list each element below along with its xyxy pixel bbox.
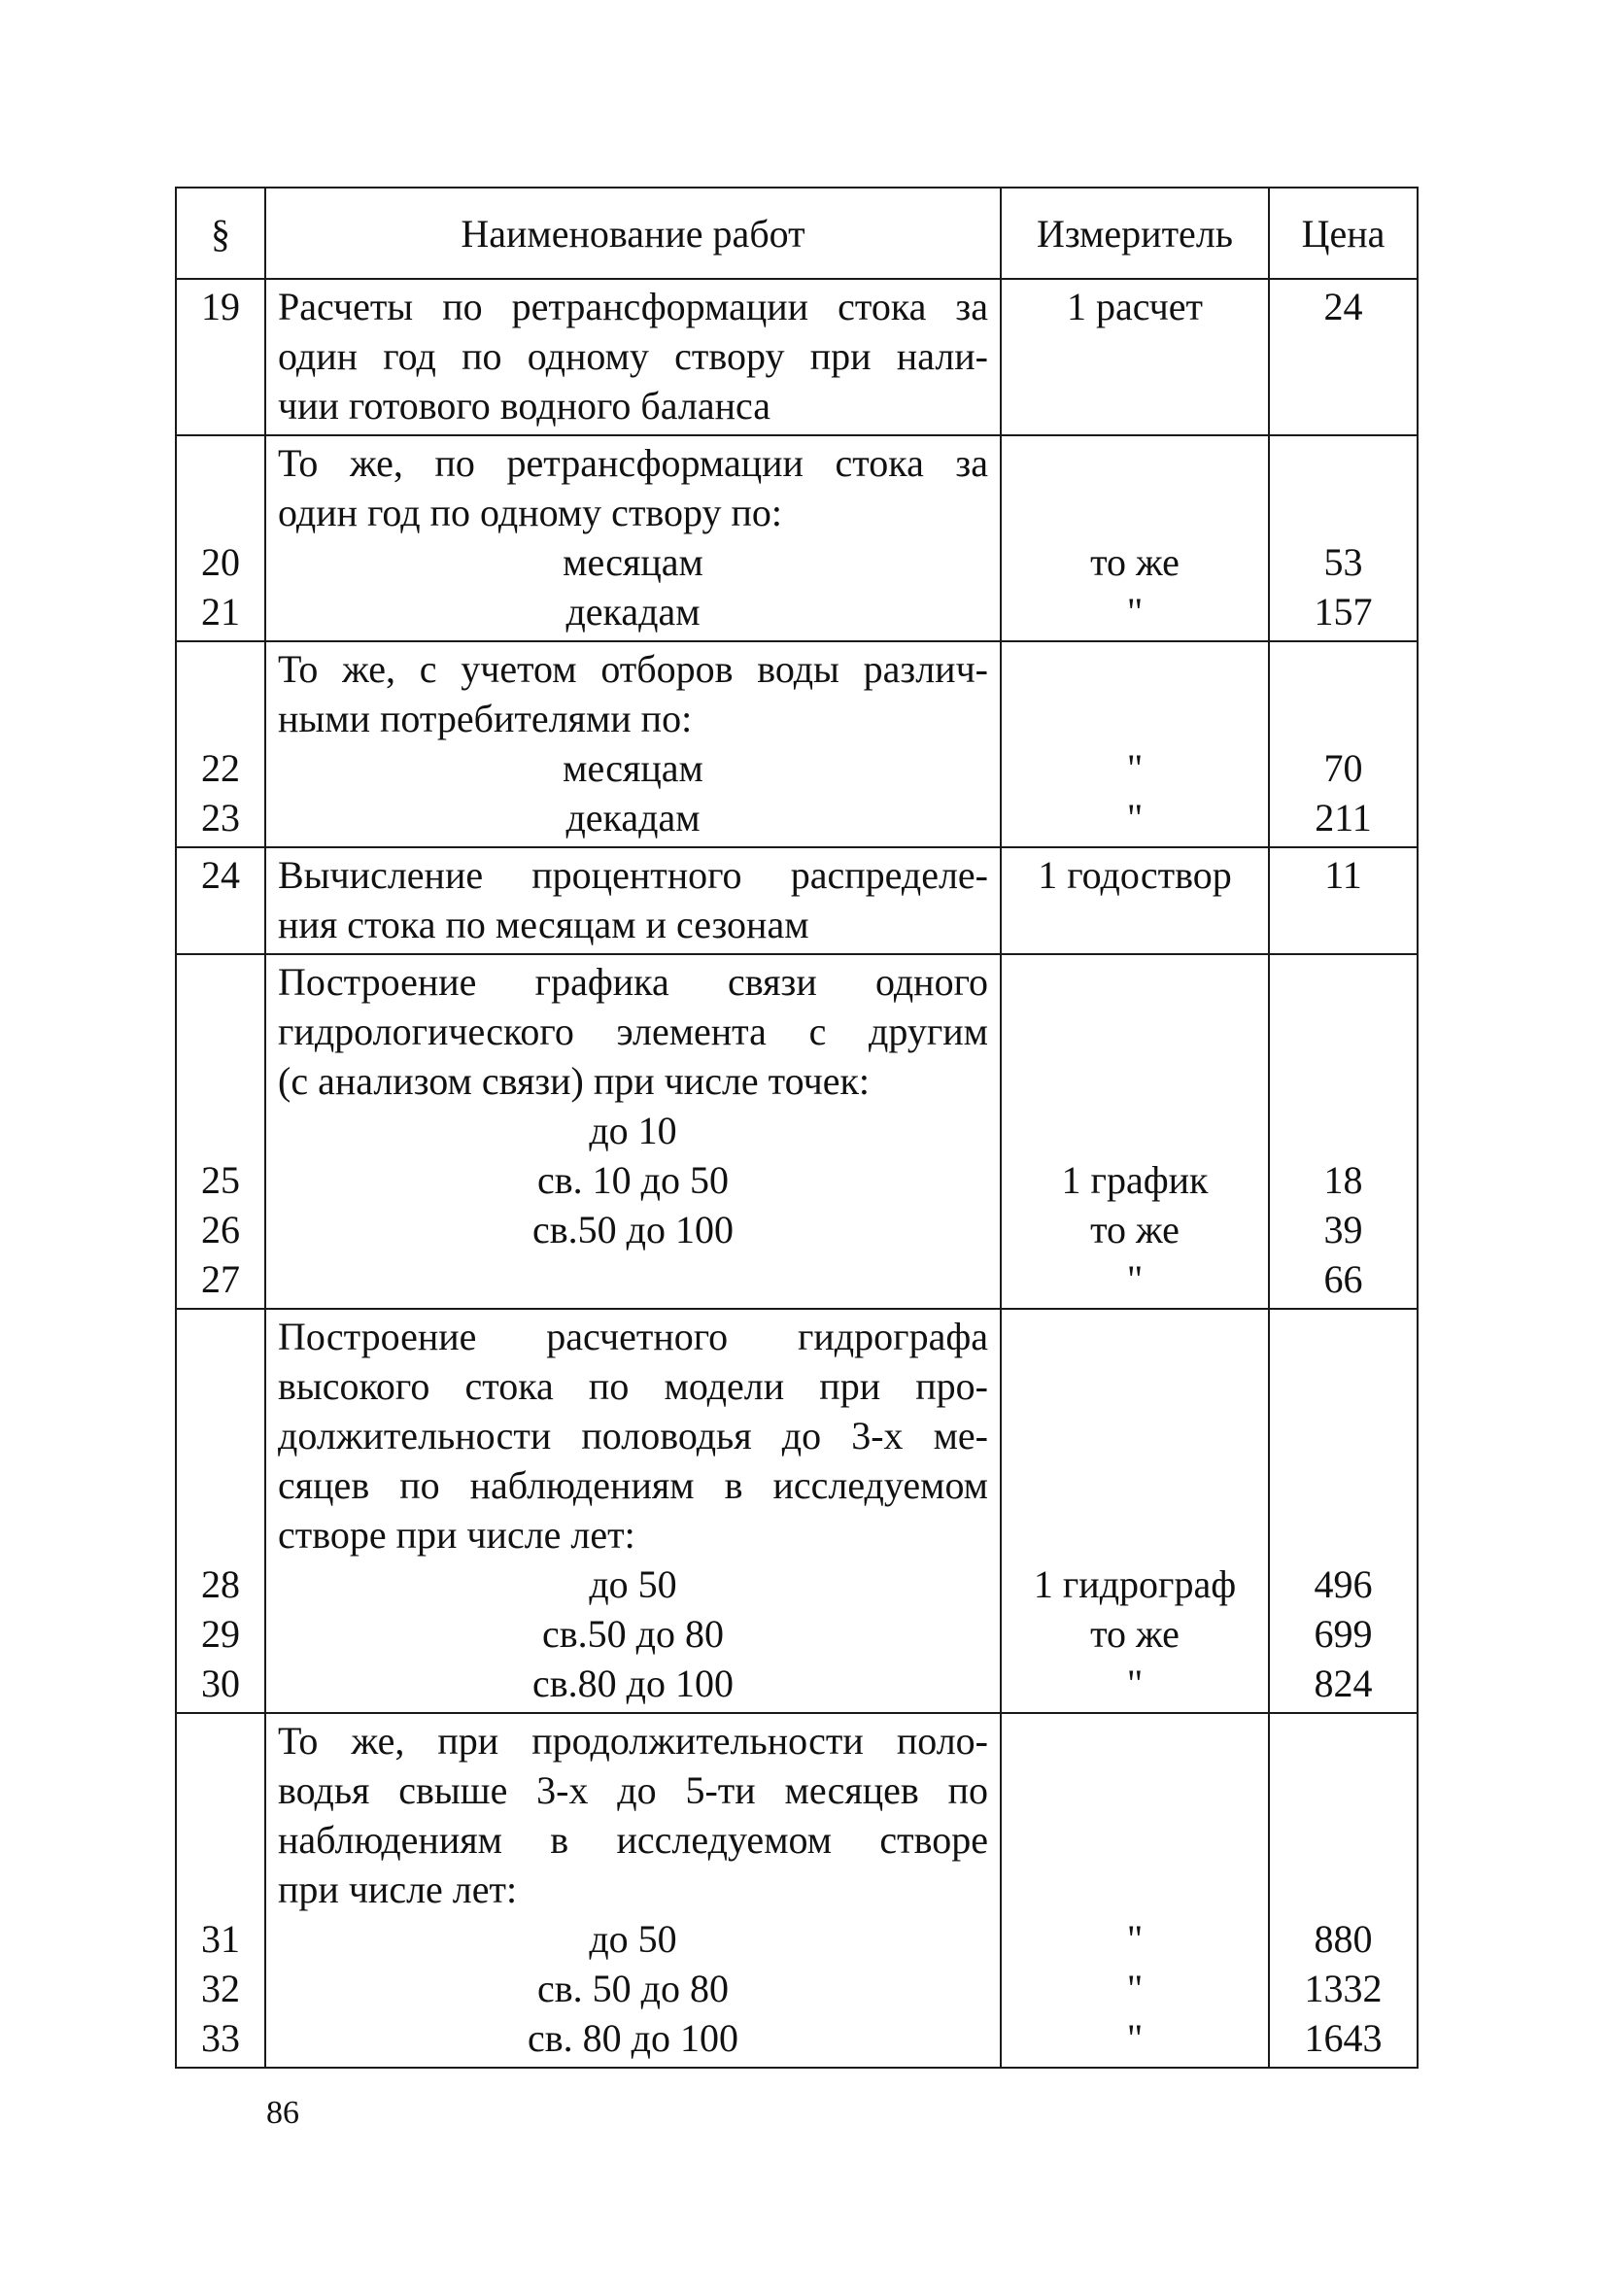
table-row [176, 641, 1418, 847]
price-value [1270, 331, 1417, 381]
price-value [1270, 957, 1417, 1007]
work-name-cell [265, 1309, 1001, 1713]
unit-value [1002, 1007, 1268, 1056]
section-number [177, 331, 264, 381]
price-value: 1643 [1304, 2016, 1383, 2060]
unit-value [1002, 1716, 1268, 1765]
unit-value [1002, 1056, 1268, 1106]
unit-value [1002, 1815, 1268, 1865]
work-name-line: ными потребителями по: [278, 697, 693, 740]
section-number: 33 [201, 2016, 240, 2060]
unit-value [1002, 1106, 1268, 1155]
section-number [177, 1765, 264, 1815]
work-name-line: сяцев по наблюдениям в исследуемом [278, 1463, 988, 1507]
section-number: 25 [201, 1158, 240, 1202]
section-number: 29 [201, 1612, 240, 1656]
price-value: 18 [1323, 1158, 1363, 1202]
section-number-cell [176, 1713, 265, 2068]
work-name-line: декадам [565, 796, 701, 840]
section-number [177, 900, 264, 949]
section-number: 30 [201, 1662, 240, 1705]
unit-value [1002, 1765, 1268, 1815]
work-name-line: То же, при продолжительности поло- [278, 1719, 988, 1763]
price-value: 880 [1314, 1917, 1373, 1961]
section-number: 23 [201, 796, 240, 840]
work-name-line: гидрологического элемента с другим [278, 1010, 988, 1053]
work-name-line: месяцам [563, 746, 703, 790]
unit-value [1002, 1312, 1268, 1361]
unit-value: 1 гидрограф [1033, 1562, 1237, 1606]
work-name-line: один год по одному створу при нали- [278, 334, 988, 378]
unit-value [1002, 694, 1268, 743]
unit-value [1002, 1510, 1268, 1559]
price-value [1270, 1815, 1417, 1865]
section-number-cell [176, 847, 265, 954]
price-value: 211 [1315, 796, 1372, 840]
section-number-cell [176, 954, 265, 1309]
work-name-line: Расчеты по ретрансформации стока за [278, 285, 988, 328]
section-number [177, 1460, 264, 1510]
work-name-line: (с анализом связи) при числе точек: [278, 1059, 871, 1103]
work-name-line: ния стока по месяцам и сезонам [278, 903, 809, 946]
unit-value [1002, 438, 1268, 488]
price-value [1270, 381, 1417, 430]
price-value [1270, 1056, 1417, 1106]
section-number-cell [176, 1309, 265, 1713]
table-row [176, 954, 1418, 1309]
work-name-line: при числе лет: [278, 1868, 518, 1911]
price-value [1270, 694, 1417, 743]
price-value [1270, 1510, 1417, 1559]
work-name-line: должительности половодья до 3-х ме- [278, 1414, 988, 1457]
unit-value [1002, 1411, 1268, 1460]
work-name-cell [265, 641, 1001, 847]
section-number-cell [176, 435, 265, 641]
work-name-line: наблюдениям в исследуемом створе [278, 1818, 988, 1862]
unit-cell [1001, 847, 1269, 954]
section-number-cell [176, 279, 265, 435]
unit-cell [1001, 641, 1269, 847]
work-name-cell [265, 279, 1001, 435]
work-name-line: св. 10 до 50 [537, 1158, 729, 1202]
price-value: 39 [1323, 1208, 1363, 1251]
price-value [1270, 438, 1417, 488]
unit-value: " [1126, 1917, 1144, 1961]
unit-cell [1001, 1713, 1269, 2068]
unit-value: то же [1090, 1208, 1180, 1251]
work-name-line: св.80 до 100 [532, 1662, 734, 1705]
table-row [176, 279, 1418, 435]
unit-value [1002, 900, 1268, 949]
section-number [177, 957, 264, 1007]
page-number: 86 [266, 2095, 299, 2131]
price-value [1270, 1007, 1417, 1056]
section-number: 22 [201, 746, 240, 790]
section-number-cell [176, 641, 265, 847]
price-value [1270, 1106, 1417, 1155]
section-number [177, 1106, 264, 1155]
price-value: 496 [1314, 1562, 1373, 1606]
section-number [177, 1815, 264, 1865]
section-number [177, 1716, 264, 1765]
work-name-line: створе при числе лет: [278, 1513, 635, 1557]
price-value [1270, 1411, 1417, 1460]
work-name-line [278, 1254, 988, 1304]
section-number: 24 [201, 853, 240, 897]
price-value [1270, 1460, 1417, 1510]
price-value [1270, 900, 1417, 949]
section-number: 20 [201, 540, 240, 584]
section-number [177, 1510, 264, 1559]
unit-cell [1001, 279, 1269, 435]
table-row [176, 847, 1418, 954]
unit-value: " [1126, 2016, 1144, 2060]
unit-value [1002, 957, 1268, 1007]
work-name-cell [265, 847, 1001, 954]
work-name-line: Вычисление процентного распределе- [278, 853, 988, 897]
price-value [1270, 488, 1417, 537]
unit-value: 1 годоствор [1038, 853, 1232, 897]
unit-value: 1 график [1061, 1158, 1209, 1202]
table-body [176, 279, 1418, 2068]
price-cell [1269, 279, 1418, 435]
unit-value: " [1126, 1257, 1144, 1301]
header-price: Цена [1269, 188, 1418, 279]
work-name-line: св. 50 до 80 [537, 1967, 729, 2010]
price-value: 66 [1323, 1257, 1363, 1301]
work-name-line: водья свыше 3-х до 5-ти месяцев по [278, 1768, 988, 1812]
section-number [177, 438, 264, 488]
section-number: 31 [201, 1917, 240, 1961]
unit-value [1002, 1460, 1268, 1510]
section-number: 32 [201, 1967, 240, 2010]
unit-value: 1 расчет [1066, 285, 1204, 328]
price-cell [1269, 1713, 1418, 2068]
work-name-line: св.50 до 80 [542, 1612, 724, 1656]
section-number [177, 1056, 264, 1106]
work-name-line: высокого стока по модели при про- [278, 1364, 988, 1408]
section-number [177, 1411, 264, 1460]
price-cell [1269, 1309, 1418, 1713]
price-value: 70 [1323, 746, 1363, 790]
work-name-cell [265, 1713, 1001, 2068]
work-name-line: То же, с учетом отборов воды различ- [278, 647, 988, 691]
section-number [177, 644, 264, 694]
header-section: § [176, 188, 265, 279]
unit-value [1002, 1865, 1268, 1914]
price-cell [1269, 847, 1418, 954]
section-number [177, 381, 264, 430]
unit-value [1002, 488, 1268, 537]
section-number: 21 [201, 590, 240, 634]
work-name-line: чии готового водного баланса [278, 384, 770, 428]
work-name-line: один год по одному створу по: [278, 491, 783, 534]
unit-value [1002, 1361, 1268, 1411]
work-name-line: То же, по ретрансформации стока за [278, 441, 988, 485]
unit-value [1002, 381, 1268, 430]
unit-cell [1001, 954, 1269, 1309]
section-number [177, 1312, 264, 1361]
price-value: 699 [1314, 1612, 1373, 1656]
price-value: 1332 [1304, 1967, 1383, 2010]
work-name-line: Построение графика связи одного [278, 960, 988, 1004]
work-name-line: до 10 [589, 1109, 677, 1152]
section-number: 27 [201, 1257, 240, 1301]
price-value [1270, 644, 1417, 694]
price-value [1270, 1361, 1417, 1411]
price-cell [1269, 641, 1418, 847]
work-name-cell [265, 435, 1001, 641]
table-header-row [176, 188, 1418, 279]
work-name-line: до 50 [589, 1562, 677, 1606]
unit-value: " [1126, 1662, 1144, 1705]
price-cell [1269, 954, 1418, 1309]
price-value: 11 [1324, 853, 1362, 897]
table-row [176, 1713, 1418, 2068]
unit-value [1002, 644, 1268, 694]
section-number: 19 [201, 285, 240, 328]
price-cell [1269, 435, 1418, 641]
section-number: 28 [201, 1562, 240, 1606]
price-value: 53 [1323, 540, 1363, 584]
unit-cell [1001, 435, 1269, 641]
price-value: 24 [1323, 285, 1363, 328]
price-value [1270, 1765, 1417, 1815]
work-name-cell [265, 954, 1001, 1309]
unit-value: " [1126, 796, 1144, 840]
work-name-line: св.50 до 100 [532, 1208, 734, 1251]
price-value: 824 [1314, 1662, 1373, 1705]
work-name-line: до 50 [589, 1917, 677, 1961]
unit-value: то же [1090, 1612, 1180, 1656]
work-name-line: месяцам [563, 540, 703, 584]
work-name-line: Построение расчетного гидрографа [278, 1315, 988, 1358]
price-table [175, 187, 1419, 2069]
price-value: 157 [1314, 590, 1373, 634]
section-number [177, 1865, 264, 1914]
unit-value: " [1126, 746, 1144, 790]
section-number [177, 694, 264, 743]
price-value [1270, 1865, 1417, 1914]
table-row [176, 1309, 1418, 1713]
work-name-line: св. 80 до 100 [528, 2016, 738, 2060]
unit-value: " [1126, 1967, 1144, 2010]
section-number: 26 [201, 1208, 240, 1251]
price-value [1270, 1716, 1417, 1765]
header-work-name: Наименование работ [265, 188, 1001, 279]
unit-value: то же [1090, 540, 1180, 584]
unit-value: " [1126, 590, 1144, 634]
unit-value [1002, 331, 1268, 381]
section-number [177, 1361, 264, 1411]
header-unit: Измеритель [1001, 188, 1269, 279]
table-row [176, 435, 1418, 641]
price-value [1270, 1312, 1417, 1361]
section-number [177, 488, 264, 537]
section-number [177, 1007, 264, 1056]
unit-cell [1001, 1309, 1269, 1713]
work-name-line: декадам [565, 590, 701, 634]
